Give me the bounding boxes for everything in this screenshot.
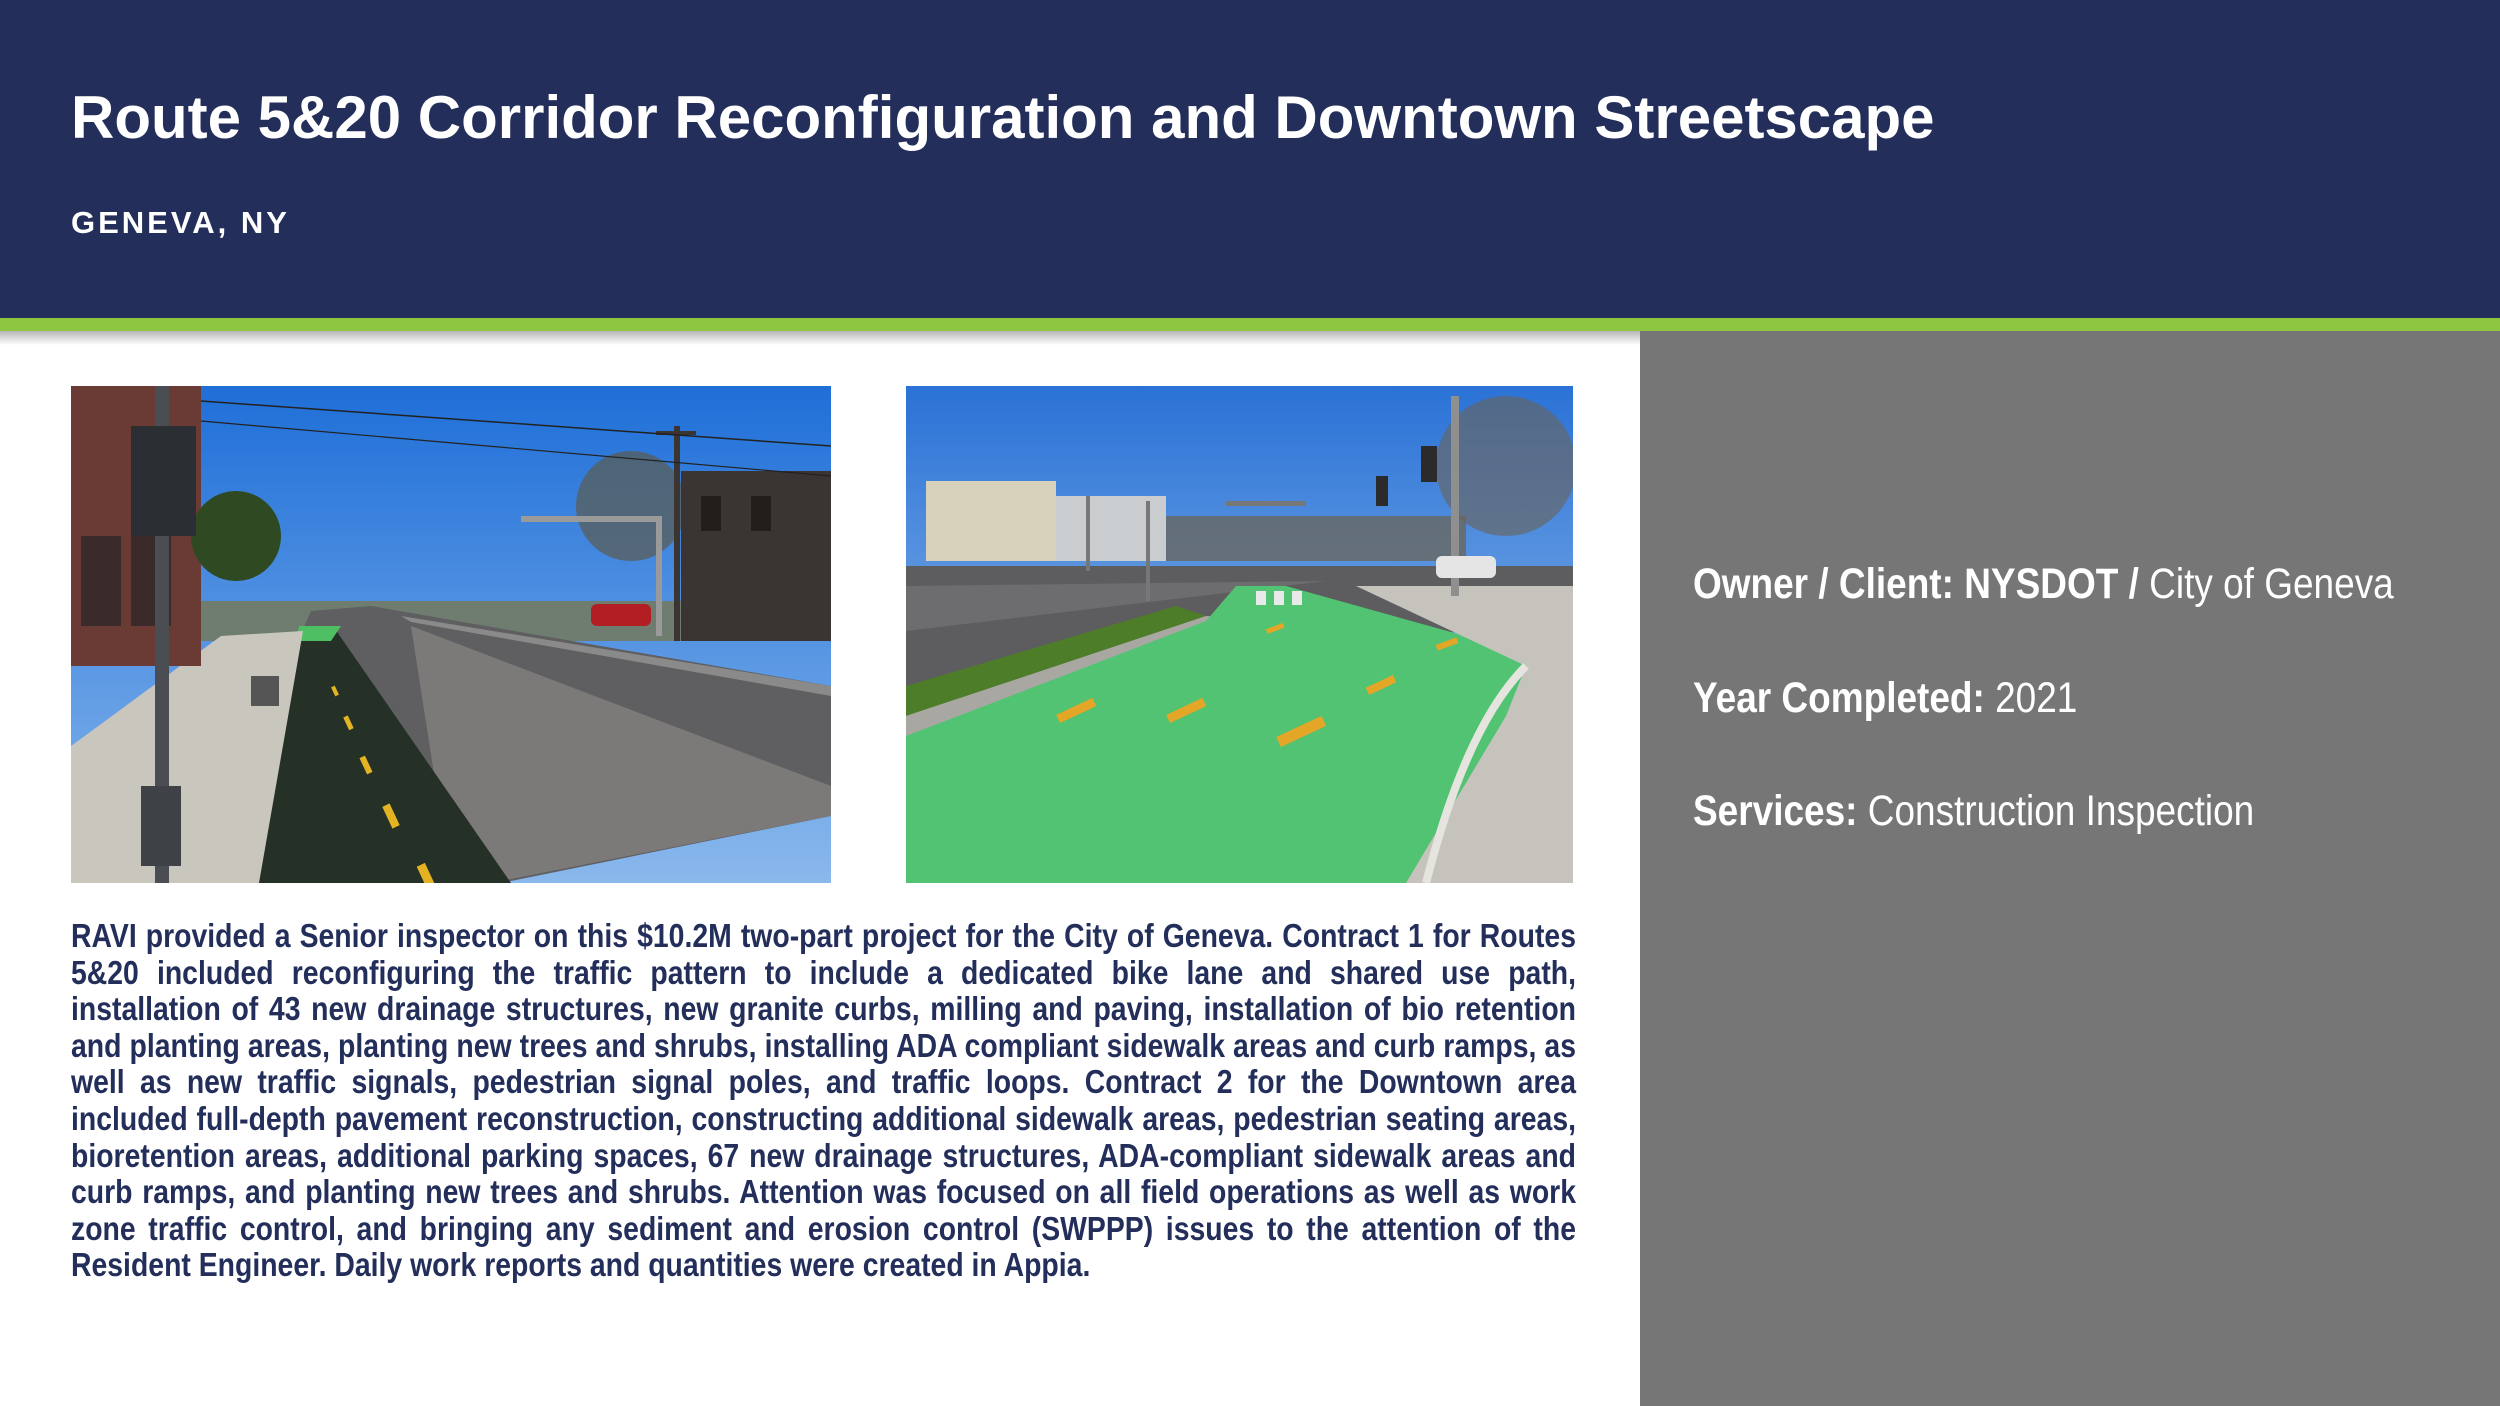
year-value: 2021 (1995, 674, 2078, 722)
year-label: Year Completed: (1693, 674, 1985, 722)
bike-lane-street-photo (71, 386, 831, 883)
services-label: Services: (1693, 787, 1858, 835)
green-bike-lane-intersection-photo (906, 386, 1573, 883)
year-completed-info (1693, 670, 2077, 726)
owner-primary: NYSDOT (1964, 560, 2119, 608)
header-banner (0, 0, 2500, 318)
page-title: Route 5&20 Corridor Reconfiguration and Downtown Streetscape (71, 84, 1935, 151)
services-info (1693, 783, 2254, 839)
owner-separator: / (2118, 560, 2150, 608)
owner-client-info (1693, 556, 2394, 612)
location-subtitle: GENEVA, NY (71, 205, 290, 240)
project-description: RAVI provided a Senior inspector on this $10.2M two-part project for the City of Geneva. Contract 1 for Routes 5&20 included reconfiguring the traffic pattern to include a dedicated bike lane and shared use path, installation of 43 new drainage structures, new granite curbs, milling and paving, installation of bio retention and planting areas, planting new trees and shrubs, installing ADA compliant sidewalk areas and curb ramps, as well as new traffic signals, pedestrian signal poles, and traffic loops. Contract 2 for the Downtown area included full-depth pavement reconstruction, constructing additional sidewalk areas, pedestrian seating areas, bioretention areas, additional parking spaces, 67 new drainage structures, ADA-compliant sidewalk areas and curb ramps, and planting new trees and shrubs. Attention was focused on all field operations as well as work zone traffic control, and bringing any sediment and erosion control (SWPPP) issues to the attention of the Resident Engineer. Daily work reports and quantities were created in Appia. (71, 917, 1576, 1284)
project-info-panel (1640, 331, 2500, 1406)
accent-divider (0, 318, 2500, 331)
owner-label: Owner / Client: (1693, 560, 1954, 608)
owner-secondary: City of Geneva (2149, 560, 2394, 608)
divider-shadow (0, 331, 1640, 345)
services-value: Construction Inspection (1867, 787, 2255, 835)
